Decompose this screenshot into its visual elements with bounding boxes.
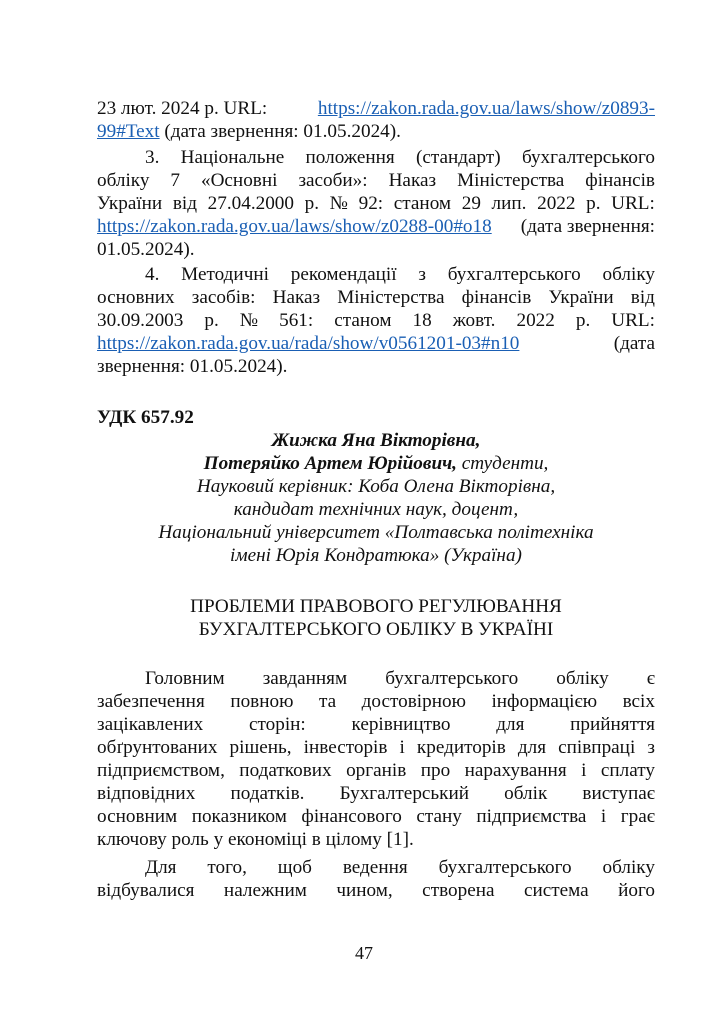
word: система [523,880,589,901]
p1-line [97,806,655,828]
ref3-url-link[interactable]: https://zakon.rada.gov.ua/laws/show/z0288-00#o18 [97,216,492,237]
word: керівництво [351,714,451,735]
word: стану [416,806,462,827]
word: Головним [145,668,225,689]
word: лип. [491,193,527,214]
word: р. [204,310,219,331]
word: жовт. [452,310,496,331]
ref4-line-4 [97,333,655,355]
word: обліку [97,170,150,191]
supervisor: Науковий керівник: Коба Олена Вікторівна, [196,476,556,497]
ref-text: 23 лют. 2024 р. URL: [97,98,268,119]
word: бухгалтерського [385,668,519,689]
word: станом [393,193,452,214]
word: інвесторів [303,737,388,758]
word: № [329,193,348,214]
ref-access-date: (дата звернення: 01.05.2024). [159,121,401,142]
word: бухгалтерського [438,857,572,878]
word: кредиторів [416,737,506,758]
word: 29 [461,193,481,214]
word: облік [504,783,548,804]
udk-code: УДК 657.92 [97,407,194,428]
word: повною [230,691,294,712]
word: Бухгалтерський [339,783,470,804]
ref3-line-4 [97,216,655,238]
word: сплату [600,760,655,781]
ref2-url-link-cont[interactable]: 99#Text [97,121,160,142]
word: відбувалися [97,880,195,901]
word: його [618,880,655,901]
word: 7 [170,170,180,191]
word: для [496,714,525,735]
word: виступає [582,783,655,804]
word: показником [191,806,287,827]
word: станом [334,310,392,331]
ref-continued-line-1 [97,98,655,120]
word: України [97,193,163,214]
word: ведення [342,857,408,878]
word: обліку [602,264,655,285]
word: відповідних [97,783,196,804]
p2-line [145,857,655,879]
word: бухгалтерського [521,147,655,168]
word: всіх [622,691,655,712]
word: про [420,760,451,781]
word: Для [145,857,177,878]
word: 92: [358,193,384,214]
word: основним [97,806,178,827]
word: податків. [230,783,305,804]
article-title-line-2: БУХГАЛТЕРСЬКОГО ОБЛІКУ В УКРАЇНІ [198,619,554,640]
word: інформацією [491,691,598,712]
word: «Основні [200,170,278,191]
word: Міністерства [337,287,445,308]
ref2-url-link[interactable]: https://zakon.rada.gov.ua/laws/show/z0893- [317,98,655,119]
word: і [581,760,587,781]
word: Наказ [272,287,321,308]
ref4-line-1 [145,264,655,286]
ref4-line-5: звернення: 01.05.2024). [97,356,288,377]
author-role: студенти, [456,453,549,474]
word: фінансового [301,806,402,827]
p1-line [97,714,655,736]
word: основних [97,287,175,308]
p1-line [97,783,655,805]
supervisor-degree: кандидат технічних наук, доцент, [233,499,519,520]
word: України [548,287,614,308]
ref3-line-5: 01.05.2024). [97,239,195,260]
word: з [647,737,655,758]
author-1: Жижка Яна Вікторівна, [271,430,481,451]
word: того, [207,857,247,878]
word: положення [305,147,395,168]
word: р. [575,310,591,331]
word: 27.04.2000 [207,193,294,214]
word: від [630,287,655,308]
word: завданням [262,668,348,689]
word: Національне [180,147,285,168]
p1-line [145,668,655,690]
word: р. [586,193,601,214]
ref3-access-label: (дата звернення: [520,216,655,237]
word: від [172,193,197,214]
word: бухгалтерського [447,264,581,285]
word: чином, [336,880,393,901]
word: сторін: [248,714,306,735]
word: засоби»: [298,170,368,191]
word: рішень, [229,737,292,758]
ref3-line-2 [97,170,655,192]
word: достовірною [361,691,466,712]
word: 18 [412,310,432,331]
word: для [517,737,547,758]
word: 4. [145,264,160,285]
word: та [318,691,337,712]
word: 30.09.2003 [97,310,184,331]
ref4-access-label: (дата [613,333,655,354]
p1-line [97,691,655,713]
word: підприємства [476,806,587,827]
word: № [239,310,259,331]
word: і [399,737,405,758]
word: щоб [277,857,312,878]
word: зацікавлених [97,714,204,735]
word: підприємством, [97,760,225,781]
author-2-line [97,453,655,475]
word: р. [304,193,320,214]
word: обліку [602,857,655,878]
word: співпраці [558,737,636,758]
author-2: Потеряйко Артем Юрійович, [203,453,457,474]
university-line-1: Національний університет «Полтавська політехніка [158,522,594,543]
word: (стандарт) [415,147,501,168]
ref3-line-1 [145,147,655,169]
word: створена [422,880,495,901]
ref4-line-3 [97,310,655,332]
ref3-line-3 [97,193,655,215]
word: фінансів [461,287,532,308]
word: нарахування [464,760,567,781]
word: грає [620,806,655,827]
word: URL: [611,310,655,331]
p1-line [97,760,655,782]
word: з [418,264,426,285]
word: 2022 [516,310,555,331]
word: органів [346,760,407,781]
word: рекомендації [290,264,397,285]
p1-line [97,737,655,759]
word: забезпечення [97,691,205,712]
word: URL: [611,193,655,214]
word: обліку [556,668,609,689]
page-number: 47 [355,943,373,963]
ref-continued-line-2 [97,121,655,143]
word: 3. [145,147,160,168]
word: Методичні [181,264,269,285]
ref4-url-link[interactable]: https://zakon.rada.gov.ua/rada/show/v0561201-03#n10 [97,333,520,354]
word: 2022 [537,193,576,214]
word: податкових [239,760,332,781]
ref4-line-2 [97,287,655,309]
article-title-line-1: ПРОБЛЕМИ ПРАВОВОГО РЕГУЛЮВАННЯ [190,596,562,617]
word: є [646,668,655,689]
p2-line [97,880,655,902]
word: Наказ [388,170,437,191]
word: фінансів [585,170,655,191]
word: прийняття [570,714,655,735]
p1-line: ключову роль у економіці в цілому [1]. [97,829,414,850]
university-line-2: імені Юрія Кондратюка» (Україна) [230,545,522,566]
word: засобів: [191,287,256,308]
word: належним [223,880,307,901]
word: Міністерства [457,170,565,191]
word: 561: [279,310,314,331]
word: і [600,806,607,827]
word: обґрунтованих [97,737,218,758]
